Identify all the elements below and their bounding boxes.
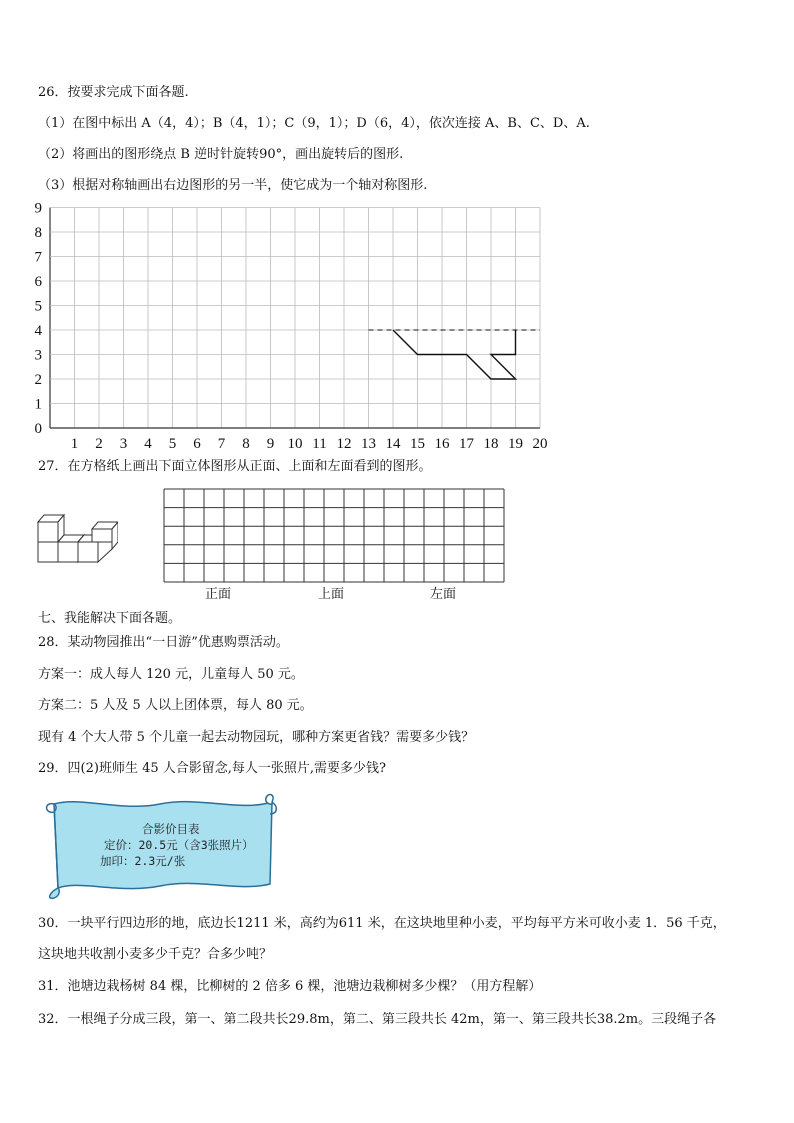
y-tick-label: 4 <box>34 323 42 339</box>
x-tick-label: 18 <box>483 436 499 452</box>
scroll-price-line: 定价：20.5元（含3张照片） <box>104 838 254 852</box>
q28-question: 现有 4 个大人带 5 个儿童一起去动物园玩，哪种方案更省钱？需要多少钱？ <box>38 730 475 745</box>
square-grid-paper <box>163 488 507 584</box>
y-tick-label: 9 <box>34 200 42 217</box>
x-tick-label: 8 <box>242 436 250 452</box>
y-tick-label: 1 <box>34 396 42 413</box>
q30-line1: 30．一块平行四边形的地，底边长1211 米，高约为611 米，在这块地里种小麦，平均每平方米可收小麦 1．56 千克， <box>38 916 726 931</box>
x-tick-label: 4 <box>144 436 152 452</box>
y-tick-label: 2 <box>34 372 42 388</box>
q29-title: 29．四(2)班师生 45 人合影留念,每人一张照片,需要多少钱? <box>38 761 386 776</box>
x-tick-label: 6 <box>193 436 201 452</box>
view-label-top: 上面 <box>318 587 345 602</box>
q26-part1: （1）在图中标出 A（4，4）；B（4，1）；C（9，1）；D（6，4），依次连接 A、B、C、D、A. <box>38 116 590 131</box>
x-tick-label: 12 <box>336 436 352 452</box>
q32-title: 32．一根绳子分成三段，第一、第二段共长29.8m，第二、第三段共长 42m，第一、第三段共长38.2m。三段绳子各 <box>38 1012 717 1027</box>
scroll-heading: 合影价目表 <box>142 822 200 836</box>
x-tick-label: 7 <box>217 436 226 452</box>
x-tick-label: 19 <box>508 436 523 452</box>
coordinate-grid <box>28 196 558 458</box>
x-tick-label: 20 <box>532 436 548 452</box>
y-tick-label: 5 <box>34 298 42 315</box>
cube-figure <box>36 510 118 564</box>
q27-title: 27．在方格纸上画出下面立体图形从正面、上面和左面看到的图形。 <box>38 459 432 474</box>
view-label-front: 正面 <box>205 587 232 602</box>
q30-line2: 这块地共收割小麦多少千克？合多少吨？ <box>38 947 273 962</box>
y-tick-label: 6 <box>34 274 42 290</box>
y-tick-label: 8 <box>34 225 42 241</box>
x-tick-label: 11 <box>312 436 327 452</box>
x-tick-label: 10 <box>287 436 303 452</box>
x-tick-label: 17 <box>459 436 474 452</box>
y-tick-label: 7 <box>34 249 42 266</box>
scroll-reprint-line: 加印：2.3元/张 <box>100 854 186 868</box>
y-tick-label: 0 <box>34 421 42 437</box>
section-seven-title: 七、我能解决下面各题。 <box>38 611 182 626</box>
y-tick-label: 3 <box>34 347 42 364</box>
x-tick-label: 2 <box>95 436 103 452</box>
x-tick-label: 5 <box>168 436 177 452</box>
q31-title: 31．池塘边栽杨树 84 棵，比柳树的 2 倍多 6 棵，池塘边栽柳树多少棵？（用方程解） <box>38 979 542 994</box>
x-tick-label: 9 <box>266 436 275 452</box>
q28-plan1: 方案一：成人每人 120 元，儿童每人 50 元。 <box>38 667 304 682</box>
x-tick-label: 16 <box>434 436 450 452</box>
x-tick-label: 3 <box>119 436 128 452</box>
x-tick-label: 14 <box>385 436 401 452</box>
q26-part3: （3）根据对称轴画出右边图形的另一半，使它成为一个轴对称图形. <box>38 178 428 193</box>
x-tick-label: 13 <box>361 436 376 452</box>
x-tick-label: 1 <box>70 436 79 452</box>
view-label-left: 左面 <box>430 587 457 602</box>
x-tick-label: 15 <box>410 436 425 452</box>
q28-plan2: 方案二：5 人及 5 人以上团体票，每人 80 元。 <box>38 698 313 713</box>
q28-title: 28．某动物园推出“一日游”优惠购票活动。 <box>38 635 289 650</box>
q26-part2: （2）将画出的图形绕点 B 逆时针旋转90°，画出旋转后的图形. <box>38 147 404 162</box>
q26-title: 26．按要求完成下面各题. <box>38 85 189 100</box>
